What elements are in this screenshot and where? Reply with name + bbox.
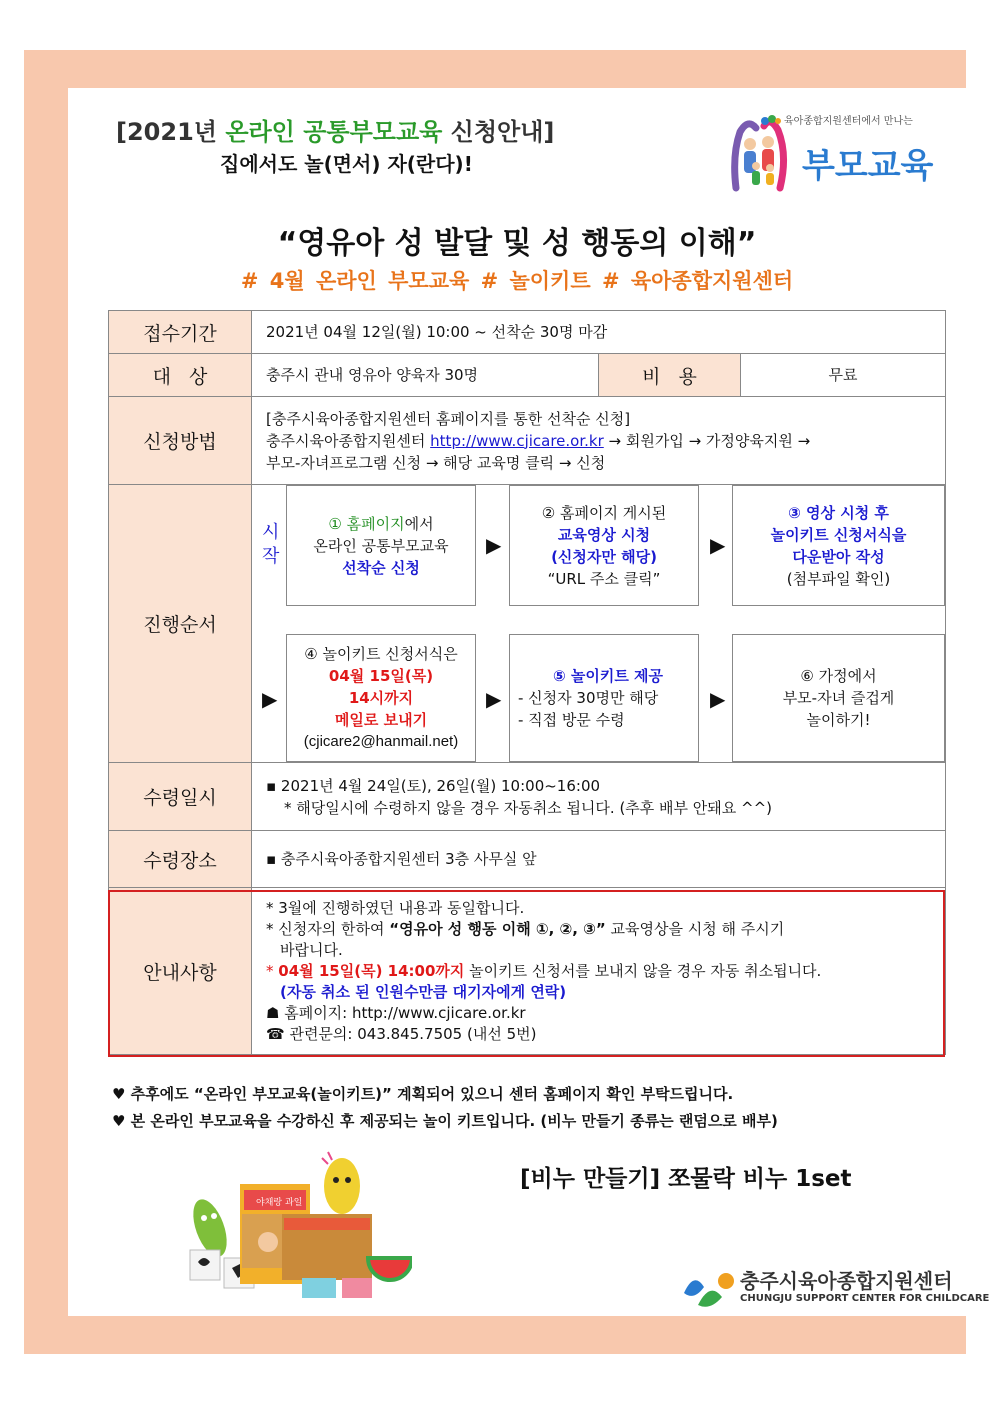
step6-line: ⑥ 가정에서 (800, 667, 877, 685)
method-line-1: [충주시육아종합지원센터 홈페이지를 통한 선착순 신청] (266, 409, 631, 428)
step4-line: 14시까지 (348, 689, 414, 707)
method-label: 신청방법 (109, 397, 252, 485)
notice-label: 안내사항 (109, 888, 252, 1055)
receive-date-note: * 해당일시에 수령하지 않을 경우 자동취소 됩니다. (추후 배부 안돼요 ^^) (284, 798, 773, 817)
arrow-icon: ▶ (486, 687, 502, 711)
center-logo-icon (678, 1267, 738, 1311)
step4-email: (cjicare2@hanmail.net) (303, 733, 459, 750)
receive-date-value (252, 763, 946, 831)
receive-place-value: ▪ 충주시육아종합지원센터 3층 사무실 앞 (252, 831, 946, 888)
bullet-line: ♥ 추후에도 “온라인 부모교육(놀이키트)” 계획되어 있으니 센터 홈페이지 확인 부탁드립니다. (112, 1085, 734, 1103)
step2-line: “URL 주소 클릭” (547, 569, 661, 588)
step3-line: ③ 영상 시청 후 (788, 503, 889, 522)
logo-title: 부모교육 (802, 146, 934, 186)
notice-line: 바랍니다. (280, 940, 343, 959)
step3-line: (첨부파일 확인) (786, 569, 891, 588)
step4-line: 04월 15일(목) (328, 667, 434, 685)
bullet-line: ♥ 본 온라인 부모교육을 수강하신 후 제공되는 놀이 키트입니다. (비누 만들기 종류는 랜덤으로 배부) (112, 1112, 778, 1130)
step1-line: 온라인 공통부모교육 (313, 536, 449, 555)
footer-name-ko: 충주시육아종합지원센터 (740, 1269, 953, 1293)
process-label: 진행순서 (109, 485, 252, 763)
notice-deadline: 04월 15일(목) 14:00까지 (278, 961, 465, 980)
hashtags: # 4월 온라인 부모교육 # 놀이키트 # 육아종합지원센터 (240, 269, 794, 293)
step1-line (287, 513, 475, 535)
table-row (109, 485, 946, 763)
method-value (252, 397, 946, 485)
kit-box-text: 야채랑 과일 (256, 1198, 303, 1208)
step3-line: 다운받아 작성 (792, 547, 885, 566)
receive-place-label: 수령장소 (109, 831, 252, 888)
header-subtitle: 집에서도 놀(면서) 자(란다)! (220, 152, 473, 176)
start-char: 시 (262, 522, 280, 543)
notice-text: 교육영상을 시청 해 주시기 (605, 919, 785, 938)
step-2 (509, 485, 699, 606)
notice-text: * (266, 961, 279, 980)
step2-line: ② 홈페이지 게시된 (541, 503, 667, 522)
homepage-link[interactable]: http://www.cjicare.or.kr (430, 431, 604, 450)
step2-line: 교육영상 시청 (557, 525, 651, 544)
header-title (116, 112, 554, 147)
logo-caption: 육아종합지원센터에서 만나는 (784, 116, 913, 127)
notice-text: * 신청자의 한하여 (266, 919, 390, 938)
method-text: 충주시육아종합지원센터 (266, 431, 431, 450)
table-row (109, 354, 946, 397)
center-logo-icon (760, 112, 782, 128)
period-value: 2021년 04월 12일(월) 10:00 ~ 선착순 30명 마감 (252, 311, 946, 354)
step1-line: 선착순 신청 (342, 558, 420, 577)
notice-line: * 3월에 진행하였던 내용과 동일합니다. (266, 898, 525, 917)
step4-line: 메일로 보내기 (334, 711, 428, 729)
step4-line: ④ 놀이키트 신청서식은 (304, 645, 458, 663)
step-6 (732, 634, 945, 762)
center-logo (678, 1263, 990, 1313)
notice-value (252, 888, 946, 1055)
parent-education-logo (728, 106, 934, 196)
step1-text: 에서 (404, 514, 434, 533)
step1-link: ① 홈페이지 (328, 514, 405, 533)
notice-line (266, 961, 931, 982)
table-row (109, 311, 946, 354)
footer-name-en: CHUNGJU SUPPORT CENTER FOR CHILDCARE (740, 1293, 990, 1304)
start-label (262, 521, 278, 569)
start-char: 작 (262, 546, 280, 567)
step6-line: 놀이하기! (806, 711, 871, 729)
step6-line: 부모-자녀 즐겁게 (782, 689, 895, 707)
step5-line: - 직접 방문 수령 (518, 711, 625, 729)
arrow-icon: ▶ (262, 687, 278, 711)
table-row (109, 763, 946, 831)
table-row (109, 831, 946, 888)
arrow-icon: ▶ (710, 533, 726, 557)
table-row (109, 397, 946, 485)
method-line-3: 부모-자녀프로그램 신청 → 해당 교육명 클릭 → 신청 (266, 453, 606, 472)
header-bracket-close: 신청안내] (442, 118, 555, 146)
content-area (68, 88, 990, 1316)
step5-line: - 신청자 30명만 해당 (518, 689, 659, 707)
notice-text: 놀이키트 신청서를 보내지 않을 경우 자동 취소됩니다. (464, 961, 822, 980)
step-1 (286, 485, 476, 606)
step-3 (732, 485, 945, 606)
info-table (108, 310, 946, 1055)
soap-kit-illustration (172, 1150, 412, 1310)
method-line-2 (266, 430, 931, 452)
header-highlight: 온라인 공통부모교육 (225, 118, 443, 146)
target-label: 대 상 (109, 354, 252, 397)
notice-line (266, 919, 931, 940)
notice-line: (자동 취소 된 인원수만큼 대기자에게 연락) (280, 982, 567, 1001)
step-5 (509, 634, 699, 762)
notice-phone: ☎ 관련문의: 043.845.7505 (내선 5번) (266, 1024, 537, 1043)
method-text: → 회원가입 → 가정양육지원 → (603, 431, 811, 450)
step2-line: (신청자만 해당) (551, 547, 657, 566)
target-value: 충주시 관내 영유아 양육자 30명 (252, 354, 599, 397)
notice-bold: “영유아 성 행동 이해 ①, ②, ③” (389, 919, 606, 938)
header-bracket-open: [2021년 (116, 118, 226, 146)
soap-kit-image (172, 1150, 412, 1310)
arrow-icon: ▶ (710, 687, 726, 711)
kit-title: [비누 만들기] 쪼물락 비누 1set (520, 1166, 852, 1192)
table-row (109, 888, 946, 1055)
process-flow (252, 485, 945, 762)
arrow-icon: ▶ (486, 533, 502, 557)
step3-line: 놀이키트 신청서식을 (770, 525, 907, 544)
cost-label: 비 용 (599, 354, 741, 397)
step-4 (286, 634, 476, 762)
notice-homepage: ☗ 홈페이지: http://www.cjicare.or.kr (266, 1003, 526, 1022)
main-title: “영유아 성 발달 및 성 행동의 이해” (277, 226, 757, 261)
process-cell (252, 485, 946, 763)
step5-line: ⑤ 놀이키트 제공 (552, 667, 664, 685)
page-frame (24, 50, 990, 1354)
cost-value: 무료 (741, 354, 946, 397)
receive-date-label: 수령일시 (109, 763, 252, 831)
receive-date-line: ▪ 2021년 4월 24일(토), 26일(월) 10:00~16:00 (266, 776, 601, 795)
period-label: 접수기간 (109, 311, 252, 354)
